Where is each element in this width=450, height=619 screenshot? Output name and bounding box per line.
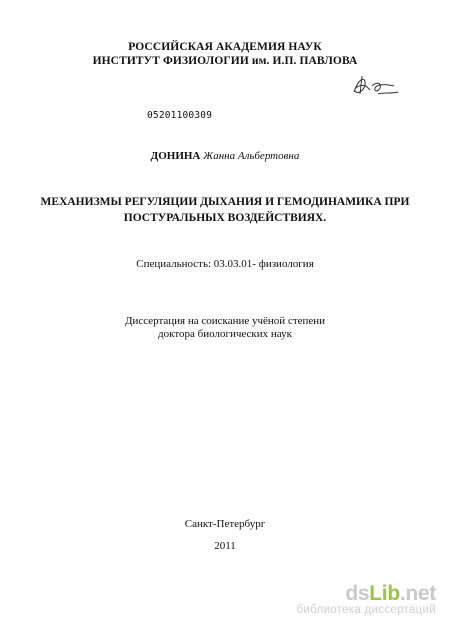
institution-header [0,40,450,68]
degree-line-2: доктора биологических наук [158,328,292,340]
author-given-names: Жанна Альбертовна [203,150,300,162]
author-name [0,150,450,162]
degree-statement [0,315,450,341]
watermark-subtitle: библиотека диссертаций [296,604,436,616]
logo-net: .net [399,582,436,605]
document-code: 05201100309 [147,110,213,121]
city: Санкт-Петербург [184,518,266,530]
title-line-2: ПОСТУРАЛЬНЫХ ВОЗДЕЙСТВИЯХ. [123,212,327,224]
author-surname: ДОНИНА [150,150,201,162]
degree-line-1: Диссертация на соискание учёной степени [124,315,326,327]
title-line-1: МЕХАНИЗМЫ РЕГУЛЯЦИИ ДЫХАНИЯ И ГЕМОДИНАМИКА ПРИ [40,196,410,208]
handwritten-signature [348,72,402,98]
year: 2011 [214,540,236,552]
dslib-watermark [268,582,450,619]
logo-ds: ds [345,582,370,605]
institute-name: ИНСТИТУТ ФИЗИОЛОГИИ им. И.П. ПАВЛОВА [92,55,358,67]
specialty: Специальность: 03.03.01- физиология [136,258,314,270]
dslib-logo [345,582,436,606]
academy-name: РОССИЙСКАЯ АКАДЕМИЯ НАУК [128,41,322,53]
dissertation-title [0,194,450,226]
logo-lib: Lib [369,582,400,605]
